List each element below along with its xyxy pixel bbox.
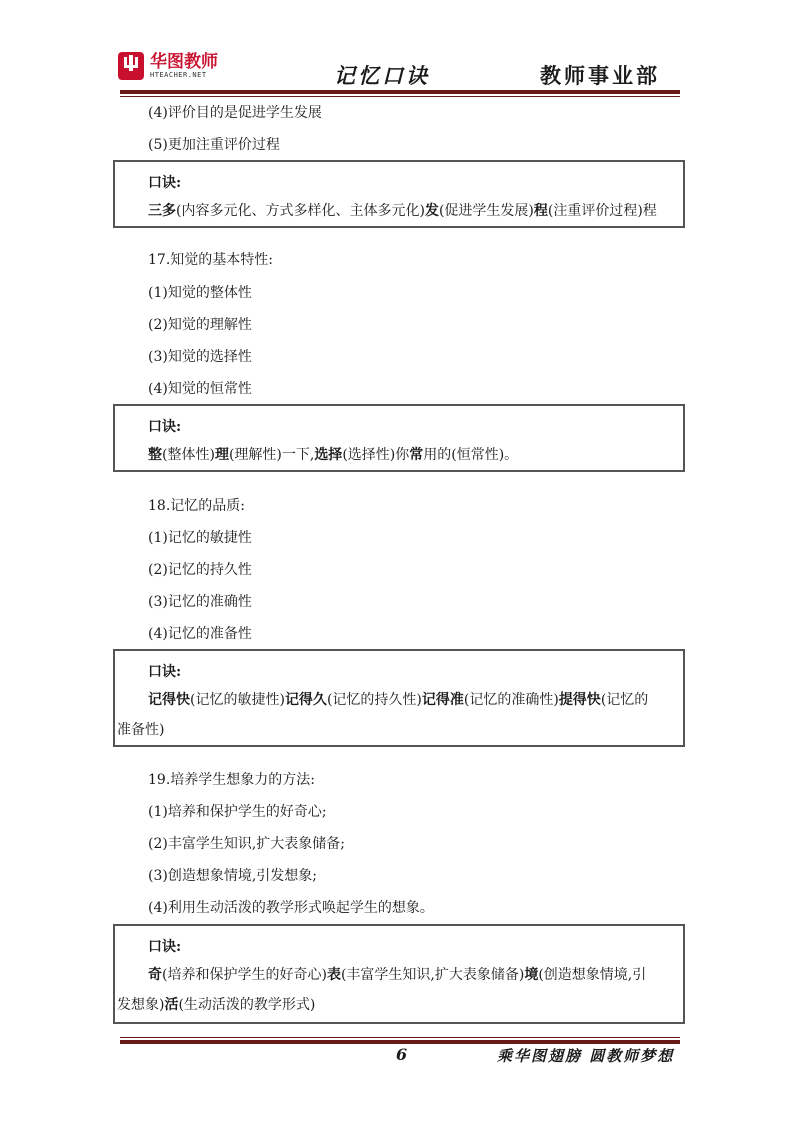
mnemonic-text [148,685,675,715]
mnemonic-text [148,440,675,470]
header-rule-thick [120,90,680,94]
list-item: (1)培养和保护学生的好奇心; [148,804,327,820]
mnemonic-explanation: (整体性) [162,447,215,463]
list-item: (5)更加注重评价过程 [148,137,280,153]
mnemonic-text [148,960,675,990]
mnemonic-label: 口诀: [148,175,182,191]
mnemonic-explanation: (选择性)你 [342,447,410,463]
mnemonic-label: 口诀: [148,664,182,680]
footer-rule-thick [120,1040,680,1044]
mnemonic-box [113,404,685,472]
list-item: (4)评价目的是促进学生发展 [148,105,322,121]
section-title: 18.记忆的品质: [148,498,245,514]
mnemonic-label: 口诀: [148,419,182,435]
header-rule-thin [120,96,680,97]
list-item: (2)丰富学生知识,扩大表象储备; [148,836,345,852]
mnemonic-explanation: (注重评价过程)程 [547,203,657,219]
mnemonic-explanation: (丰富学生知识,扩大表象储备) [340,967,525,983]
brand-logo [118,52,218,80]
logo-url: HTEACHER.NET [150,71,207,79]
list-item: (4)记忆的准备性 [148,626,252,642]
department-name: 教师事业部 [540,63,660,88]
list-item: (4)利用生动活泼的教学形式唤起学生的想象。 [148,900,434,916]
mnemonic-text [148,196,675,226]
list-item: (3)创造想象情境,引发想象; [148,868,317,884]
list-item: (3)知觉的选择性 [148,349,252,365]
mnemonic-keyword: 记得久 [284,692,327,708]
mnemonic-explanation: (记忆的准确性) [463,692,559,708]
mnemonic-explanation: (促进学生发展) [438,203,534,219]
mnemonic-explanation: (理解性)一下, [228,447,315,463]
logo-icon [118,52,144,80]
page-title: 记忆口诀 [334,63,430,88]
list-item: (4)知觉的恒常性 [148,381,252,397]
mnemonic-keyword: 境 [524,967,539,983]
mnemonic-keyword: 奇 [148,967,162,983]
mnemonic-keyword: 常 [409,447,424,463]
page-header [110,46,685,96]
mnemonic-keyword: 记得准 [421,692,464,708]
mnemonic-explanation: (生动活泼的教学形式) [178,997,316,1013]
mnemonic-keyword: 程 [533,203,548,219]
section-title: 17.知觉的基本特性: [148,252,273,268]
mnemonic-explanation: (记忆的 [600,692,649,708]
mnemonic-label: 口诀: [148,939,182,955]
footer-rule-thin [120,1037,680,1038]
mnemonic-keyword: 理 [214,447,229,463]
list-item: (2)记忆的持久性 [148,562,252,578]
mnemonic-keyword: 活 [164,997,179,1013]
mnemonic-explanation: (记忆的持久性) [326,692,422,708]
mnemonic-text-continued: 准备性) [117,722,165,738]
list-item: (1)记忆的敏捷性 [148,530,252,546]
mnemonic-explanation: (培养和保护学生的好奇心) [162,967,327,983]
mnemonic-keyword: 选择 [314,447,343,463]
footer-slogan: 乘华图翅膀 圆教师梦想 [497,1047,675,1065]
mnemonic-keyword: 发 [424,203,439,219]
list-item: (1)知觉的整体性 [148,285,252,301]
mnemonic-explanation: (创造想象情境,引 [538,967,647,983]
mnemonic-keyword: 提得快 [558,692,601,708]
mnemonic-box [113,649,685,747]
mnemonic-explanation: 用的(恒常性)。 [423,447,519,463]
mnemonic-keyword: 表 [326,967,341,983]
mnemonic-explanation: (记忆的敏捷性) [190,692,285,708]
section-title: 19.培养学生想象力的方法: [148,772,315,788]
mnemonic-box [113,924,685,1024]
mnemonic-keyword: 记得快 [148,692,190,708]
mnemonic-keyword: 三多 [148,203,176,219]
mnemonic-explanation: 发想象) [117,997,165,1013]
list-item: (2)知觉的理解性 [148,317,252,333]
mnemonic-box [113,160,685,228]
mnemonic-keyword: 整 [148,447,162,463]
mnemonic-text-continued [115,990,675,1020]
page-number: 6 [396,1045,408,1064]
list-item: (3)记忆的准确性 [148,594,252,610]
logo-text: 华图教师 [150,52,218,72]
mnemonic-explanation: (内容多元化、方式多样化、主体多元化) [176,203,425,219]
